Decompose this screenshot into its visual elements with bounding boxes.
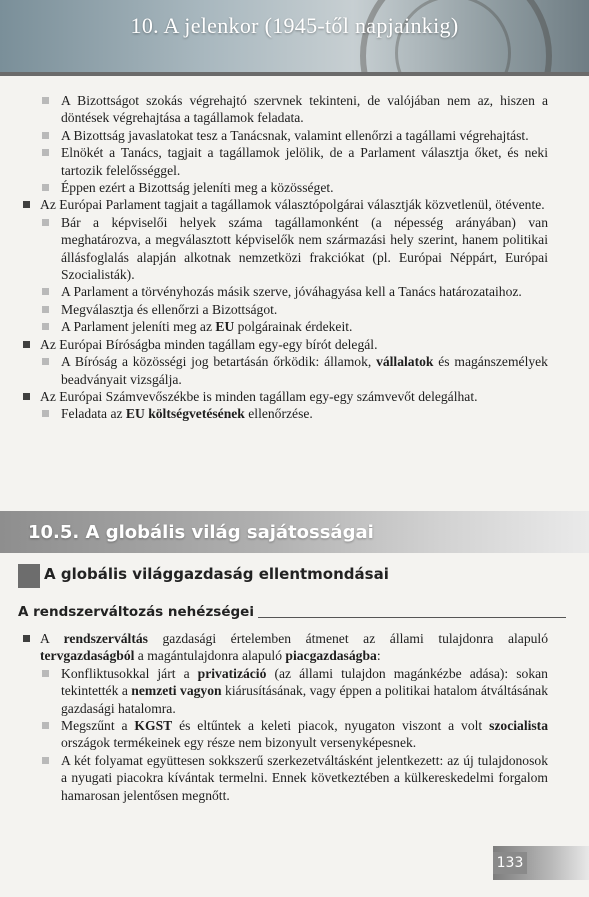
bold-term: EU xyxy=(215,319,235,335)
page-number: 133 xyxy=(493,852,527,874)
sub-bullet-item xyxy=(18,717,548,752)
text-segment: Az Európai Számvevőszékbe is minden tagállam egy-egy számvevőt delegálhat. xyxy=(40,388,478,404)
text-segment: A xyxy=(40,631,64,646)
text-segment: polgárainak érdekeit. xyxy=(234,319,353,335)
text-segment: : xyxy=(376,648,381,664)
bold-term: nemzeti vagyon xyxy=(131,683,222,699)
sub-bullet-item xyxy=(18,283,548,300)
text-segment: gazdasági értelemben átmenet az állami tulajdonra alapuló xyxy=(147,631,548,646)
text-segment: A Parlament jeleníti meg az xyxy=(61,319,216,335)
text-segment: a magántulajdonra alapuló xyxy=(134,648,286,664)
sub-bullet-item xyxy=(18,214,548,284)
text-segment: Konfliktusokkal járt a xyxy=(61,665,198,681)
bold-term: rendszerváltás xyxy=(63,631,148,646)
sub-bullet-item xyxy=(18,353,548,388)
text-segment: A Bizottságot szokás végrehajtó szervnek tekinteni, de valójában nem az, hiszen a döntések végrehajtása a tagállamok feladata. xyxy=(61,93,548,126)
text-segment: kiárusításának, vagy éppen a politikai hatalom átváltásának gazdasági hatalomra. xyxy=(61,683,548,716)
sub-bullet-item xyxy=(18,665,548,717)
heading-row xyxy=(18,604,566,624)
sub-bullet-item xyxy=(18,127,548,144)
text-segment: A Parlament a törvényhozás másik szerve, jóváhagyása kell a Tanács határozataihoz. xyxy=(61,284,522,300)
text-segment: A két folyamat együttesen sokkszerű szerkezetváltásként jelentkezett: az új tulajdonosok a nyugati piacokra kívántak termelni. Ennek következtében a külkereskedelmi forgalom hamarosan jelentősen megnőtt. xyxy=(61,752,548,803)
text-segment: Éppen ezért a Bizottság jeleníti meg a közösséget. xyxy=(61,180,334,196)
transition-list xyxy=(18,630,548,804)
chapter-banner xyxy=(0,0,589,72)
text-segment: Megválasztja és ellenőrzi a Bizottságot. xyxy=(61,301,278,317)
text-segment: Megszűnt a xyxy=(61,718,135,734)
subsection-marker xyxy=(18,564,40,588)
text-segment: és eltűntek a keleti piacok, nyugaton viszont a volt xyxy=(172,718,490,734)
bullet-item xyxy=(18,388,548,405)
text-segment: (az állami tulajdon magánkézbe adása): sokan tekintették a xyxy=(61,665,548,699)
text-segment: A Bíróság a közösségi jog betartásán őrködik: államok, xyxy=(61,354,377,370)
text-segment: Bár a képviselői helyek száma tagállamonként (a népesség arányában) van meghatározva, a megválasztott képviselők nem származási hely szerint, hanem politikai állásfoglalás alapján alkotnak nemzetközi frakciókat (pl. Európai Néppárt, Európai Szocialisták). xyxy=(61,214,548,283)
sub-bullet-item xyxy=(18,179,548,196)
sub-bullet-item xyxy=(18,92,548,127)
text-segment: és magánszemélyek beadványait vizsgálja. xyxy=(61,354,548,387)
section-title: 10.5. A globális világ sajátosságai xyxy=(28,522,374,543)
text-segment: Az Európai Parlament tagjait a tagállamok választópolgárai választják közvetlenül, ötévente. xyxy=(40,197,545,213)
sub-bullet-item xyxy=(18,301,548,318)
text-segment: A Bizottság javaslatokat tesz a Tanácsnak, valamint ellenőrzi a tagállami végrehajtást. xyxy=(61,127,529,143)
eu-institutions-list xyxy=(18,92,548,423)
sub-bullet-item xyxy=(18,405,548,422)
text-segment: Feladata az xyxy=(61,406,126,422)
text-segment: országok termékeinek egy része nem bizonyult versenyképesnek. xyxy=(61,735,417,751)
bold-term: piacgazdaságba xyxy=(285,648,377,664)
text-segment: Elnökét a Tanács, tagjait a tagállamok jelölik, de a Parlament választja őket, és neki tartozik felelősséggel. xyxy=(61,145,548,178)
bold-term: szocialista xyxy=(489,718,548,734)
bold-term: privatizáció xyxy=(197,665,267,681)
bullet-item xyxy=(18,336,548,353)
sub-bullet-item xyxy=(18,144,548,179)
bold-term: EU költségvetésének xyxy=(125,406,245,422)
bold-term: tervgazdaságból xyxy=(40,648,135,664)
sub-bullet-item xyxy=(18,318,548,335)
bold-term: vállalatok xyxy=(376,354,434,370)
chapter-title: 10. A jelenkor (1945-től napjainkig) xyxy=(130,13,459,38)
bullet-item xyxy=(18,196,548,213)
bullet-item xyxy=(18,630,548,665)
text-segment: Az Európai Bíróságba minden tagállam egy-egy bírót delegál. xyxy=(40,336,378,352)
text-segment: ellenőrzése. xyxy=(244,406,313,422)
paragraph-heading: A rendszerváltozás nehézségei xyxy=(18,604,258,620)
banner-divider xyxy=(0,72,589,76)
subsection-title: A globális világgazdaság ellentmondásai xyxy=(44,565,389,583)
bold-term: KGST xyxy=(134,718,173,734)
sub-bullet-item xyxy=(18,752,548,804)
